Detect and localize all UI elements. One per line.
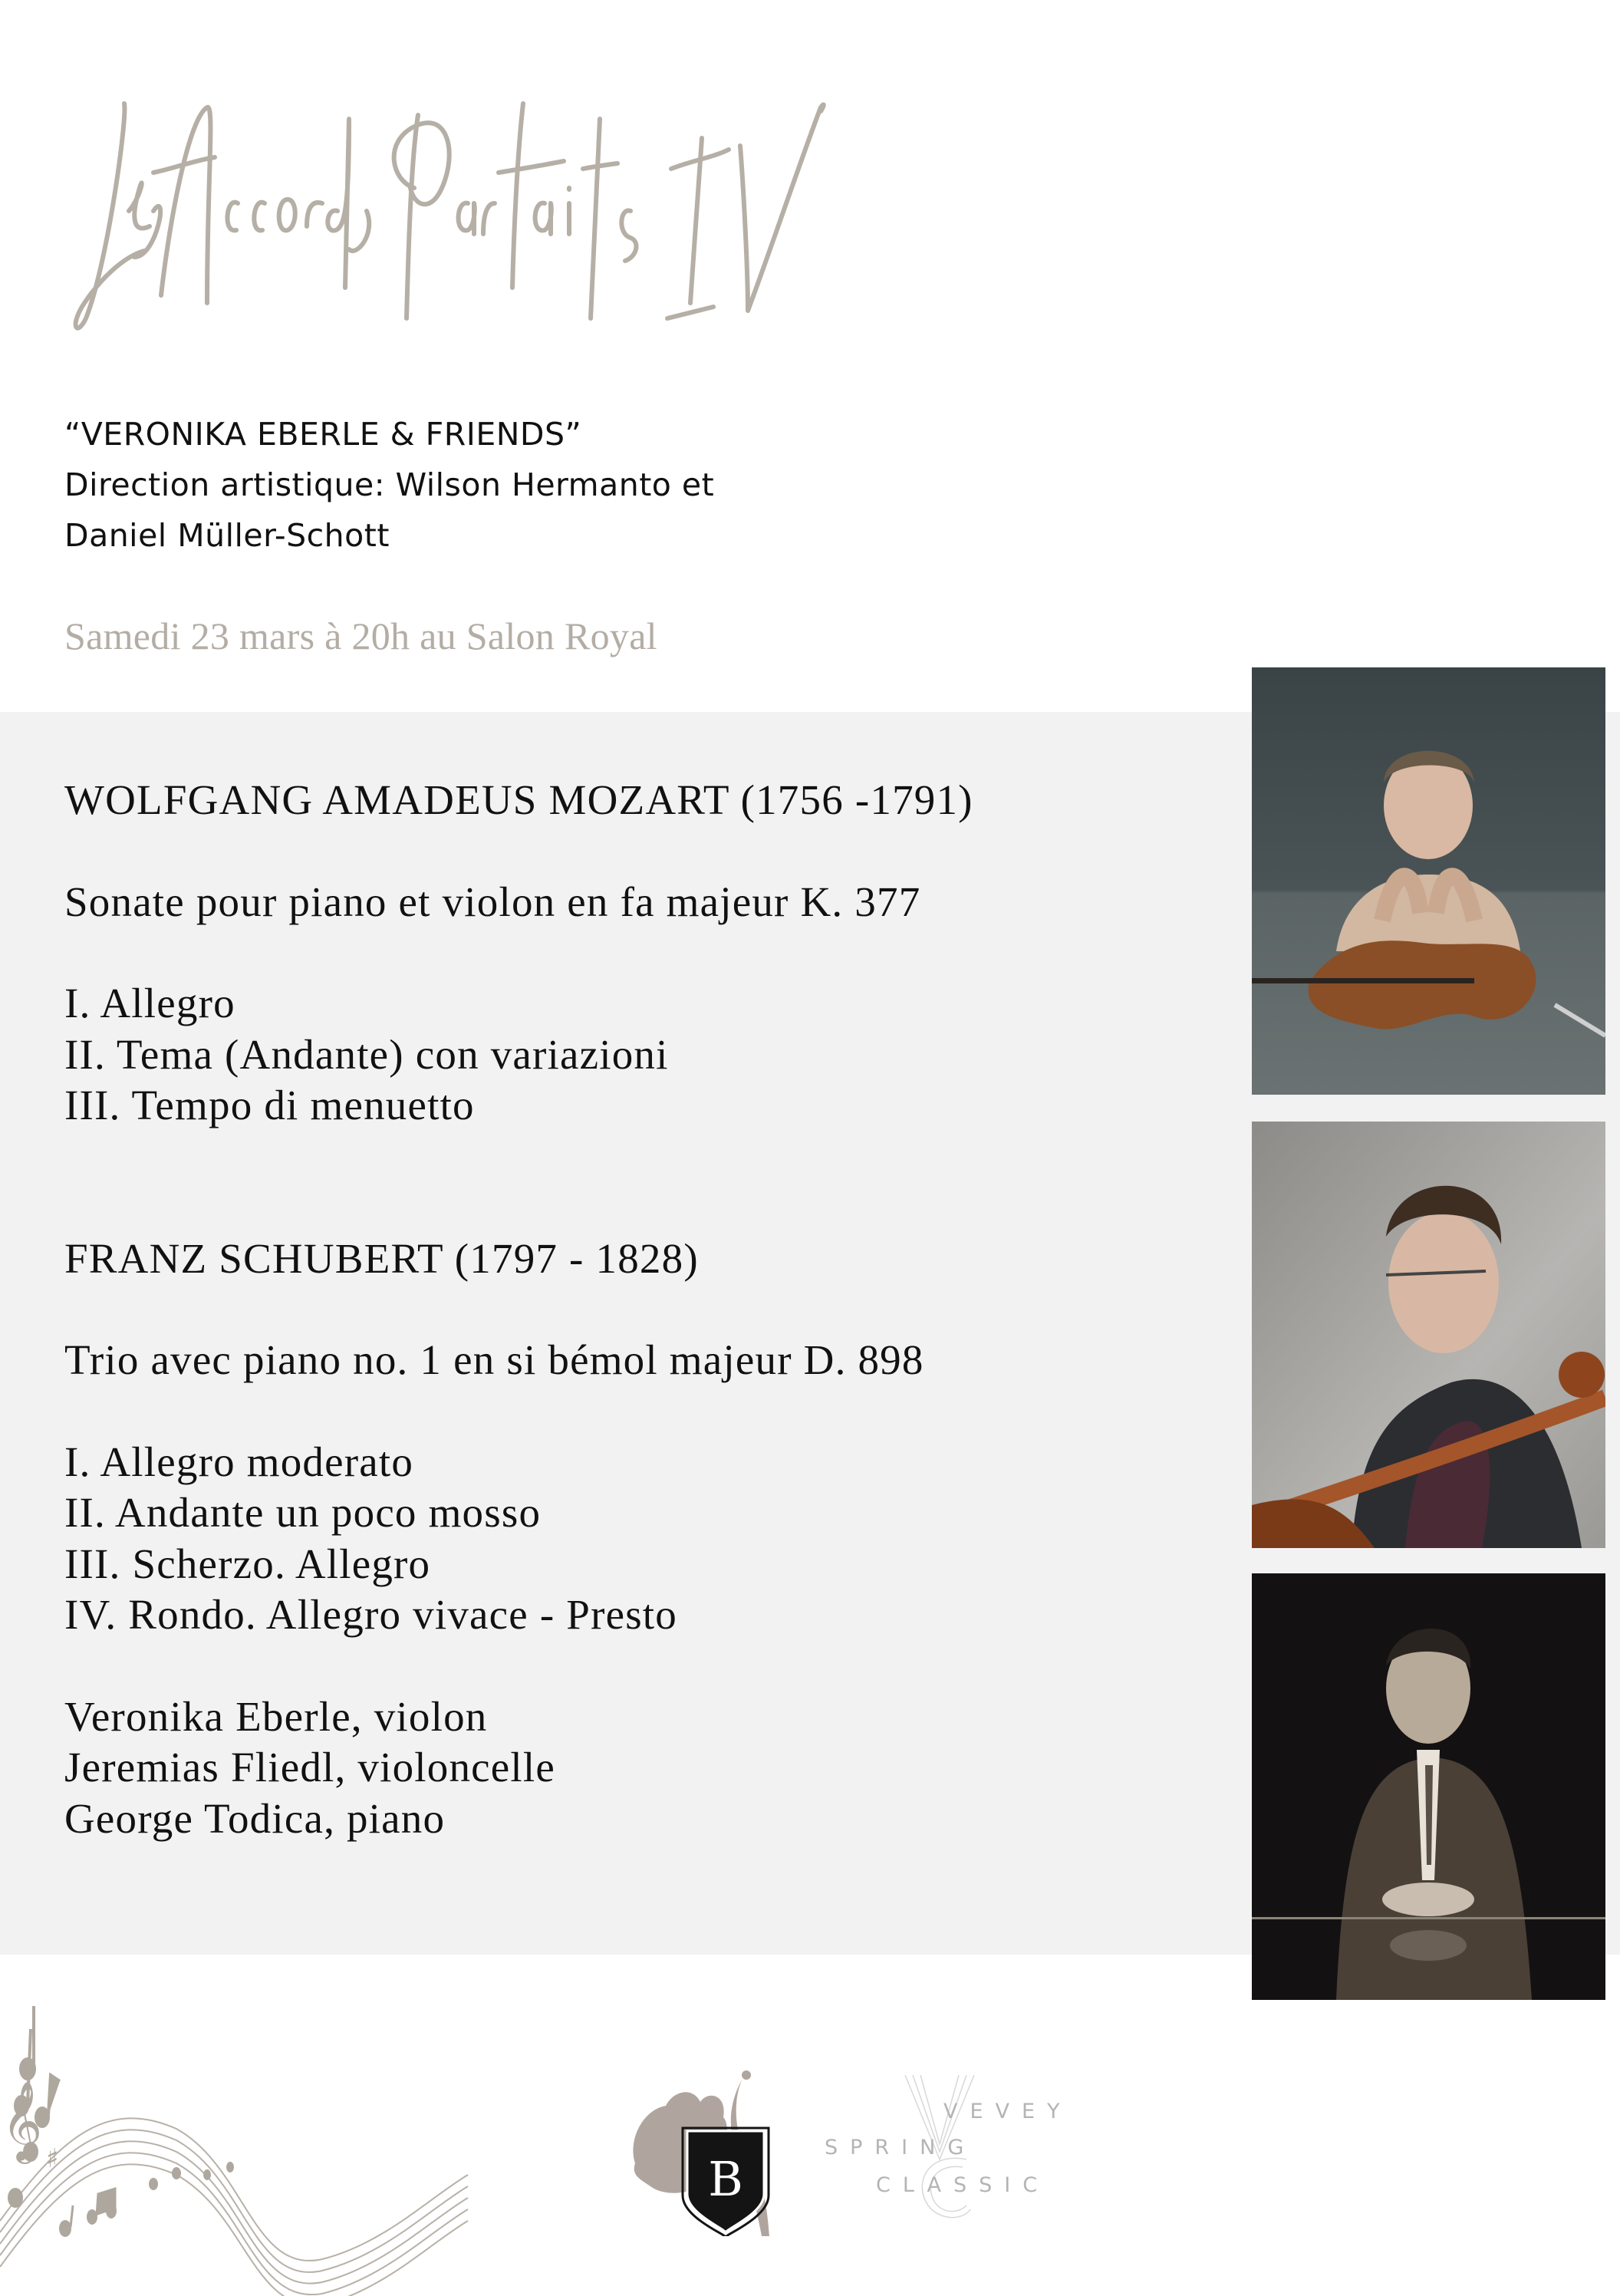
performer: Jeremias Fliedl, violoncelle — [64, 1744, 555, 1790]
performer: George Todica, piano — [64, 1794, 446, 1842]
movement: III. Tempo di menuetto — [64, 1082, 475, 1128]
movement: III. Scherzo. Allegro — [64, 1540, 431, 1587]
movement: II. Tema (Andante) con variazioni — [64, 1030, 669, 1078]
artistic-direction-line-1: Direction artistique: Wilson Hermanto et — [64, 466, 715, 503]
treble-clef-icon: 𝄞 — [2, 2080, 43, 2161]
cellist-photo — [1252, 1122, 1605, 1548]
sharp-icon: ♯ — [46, 2143, 59, 2174]
violinist-photo — [1252, 667, 1605, 1095]
composer-heading: FRANZ SCHUBERT (1797 - 1828) — [64, 1234, 699, 1282]
script-title-graphic — [54, 73, 1143, 334]
movement: IV. Rondo. Allegro vivace - Presto — [64, 1591, 677, 1638]
event-title — [54, 73, 1143, 334]
music-notes-decoration — [0, 1983, 476, 2296]
composer-heading: WOLFGANG AMADEUS MOZART (1756 -1791) — [64, 776, 973, 823]
event-subtitle — [64, 409, 714, 561]
movement: I. Allegro moderato — [64, 1438, 414, 1485]
logo-text-vevey: VEVEY — [943, 2100, 1072, 2123]
ensemble-name: “VERONIKA EBERLE & FRIENDS” — [64, 416, 582, 453]
date-venue: Samedi 23 mars à 20h au Salon Royal — [64, 614, 657, 657]
staff-lines-icon — [0, 2118, 468, 2296]
piece-title: Sonate pour piano et violon en fa majeur K. 377 — [64, 878, 921, 925]
movement: I. Allegro — [64, 980, 235, 1026]
pianist-photo — [1252, 1573, 1605, 2000]
artistic-direction-line-2: Daniel Müller-Schott — [64, 517, 390, 554]
crest-letter: B — [708, 2151, 743, 2207]
crest-logo — [620, 2064, 812, 2236]
logo-text-classic: CLASSIC — [876, 2173, 1050, 2197]
vevey-spring-classic-logo — [821, 2067, 1072, 2236]
piece-title: Trio avec piano no. 1 en si bémol majeur D. 898 — [64, 1336, 924, 1383]
movement: II. Andante un poco mosso — [64, 1489, 542, 1536]
performer: Veronika Eberle, violon — [64, 1692, 488, 1740]
program-list — [64, 775, 1215, 1844]
logo-text-spring: SPRING — [825, 2136, 976, 2159]
